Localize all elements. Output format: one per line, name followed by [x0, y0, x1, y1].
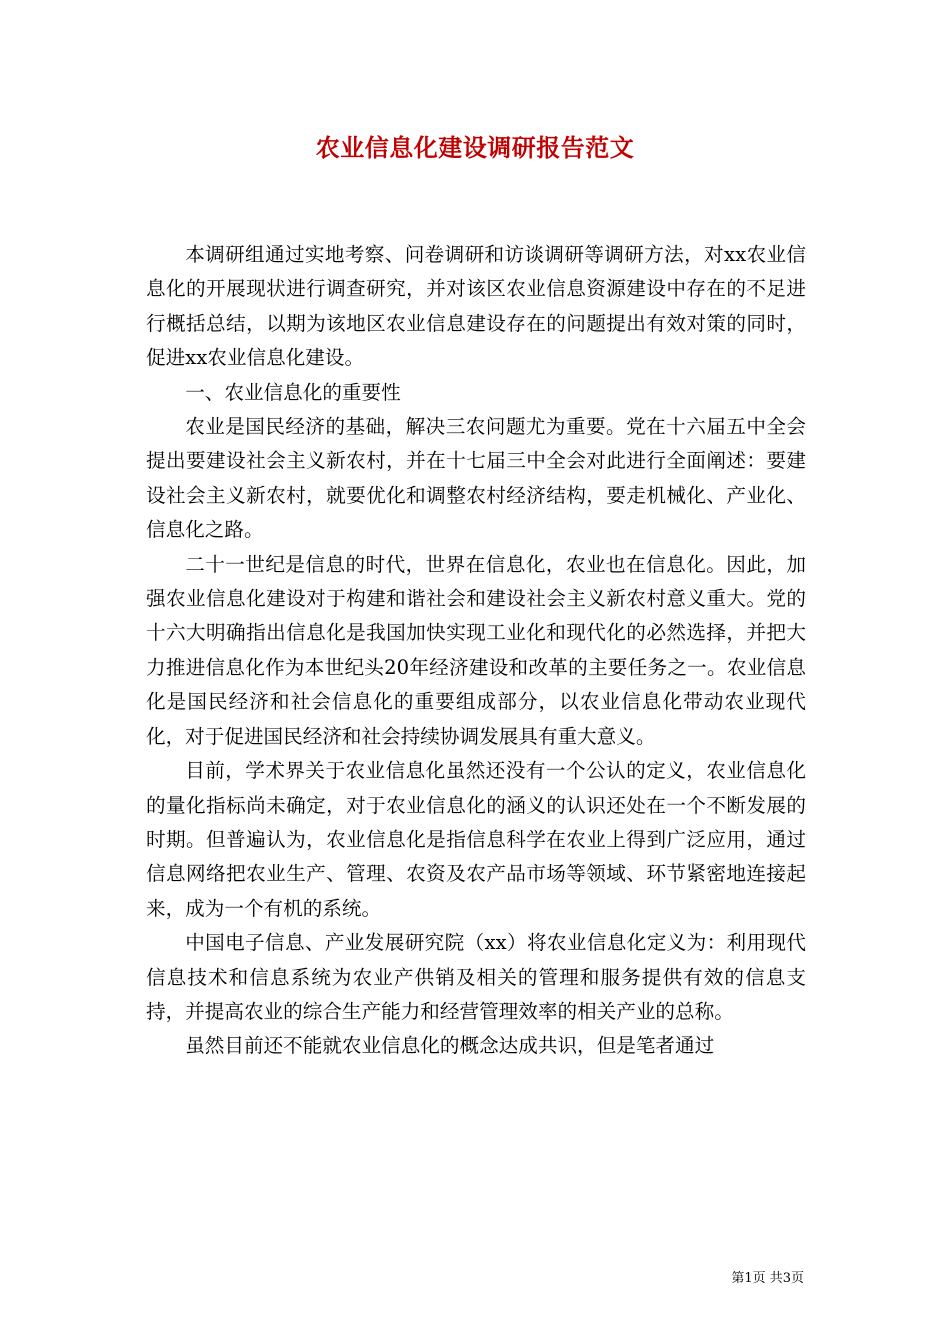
paragraph: 农业是国民经济的基础，解决三农问题尤为重要。党在十六届五中全会提出要建设社会主义新农村，并在十七届三中全会对此进行全面阐述：要建设社会主义新农村，就要优化和调整农村经济结构，要走机械化、产业化、信息化之路。 [146, 415, 806, 542]
section-heading: 一、农业信息化的重要性 [185, 380, 401, 404]
paragraph: 中国电子信息、产业发展研究院（xx）将农业信息化定义为：利用现代信息技术和信息系统为农业产供销及相关的管理和服务提供有效的信息支持，并提高农业的综合生产能力和经营管理效率的相关产业的总称。 [146, 931, 806, 1023]
document-title: 农业信息化建设调研报告范文 [315, 133, 635, 162]
paragraph: 二十一世纪是信息的时代，世界在信息化，农业也在信息化。因此，加强农业信息化建设对于构建和谐社会和建设社会主义新农村意义重大。党的十六大明确指出信息化是我国加快实现工业化和现代化的必然选择，并把大力推进信息化作为本世纪头20年经济建设和改革的主要任务之一。农业信息化是国民经济和社会信息化的重要组成部分，以农业信息化带动农业现代化，对于促进国民经济和社会持续协调发展具有重大意义。 [146, 552, 806, 748]
paragraph: 虽然目前还不能就农业信息化的概念达成共识，但是笔者通过 [185, 1034, 715, 1058]
paragraph: 目前，学术界关于农业信息化虽然还没有一个公认的定义，农业信息化的量化指标尚未确定，对于农业信息化的涵义的认识还处在一个不断发展的时期。但普遍认为，农业信息化是指信息科学在农业上得到广泛应用，通过信息网络把农业生产、管理、农资及农产品市场等领域、环节紧密地连接起来，成为一个有机的系统。 [146, 759, 806, 920]
paragraph-intro: 本调研组通过实地考察、问卷调研和访谈调研等调研方法，对xx农业信息化的开展现状进行调查研究，并对该区农业信息资源建设中存在的不足进行概括总结，以期为该地区农业信息建设存在的问题提出有效对策的同时，促进xx农业信息化建设。 [146, 243, 806, 370]
document-body [146, 238, 806, 1064]
page-number-footer: 第1页 共3页 [731, 1271, 804, 1286]
